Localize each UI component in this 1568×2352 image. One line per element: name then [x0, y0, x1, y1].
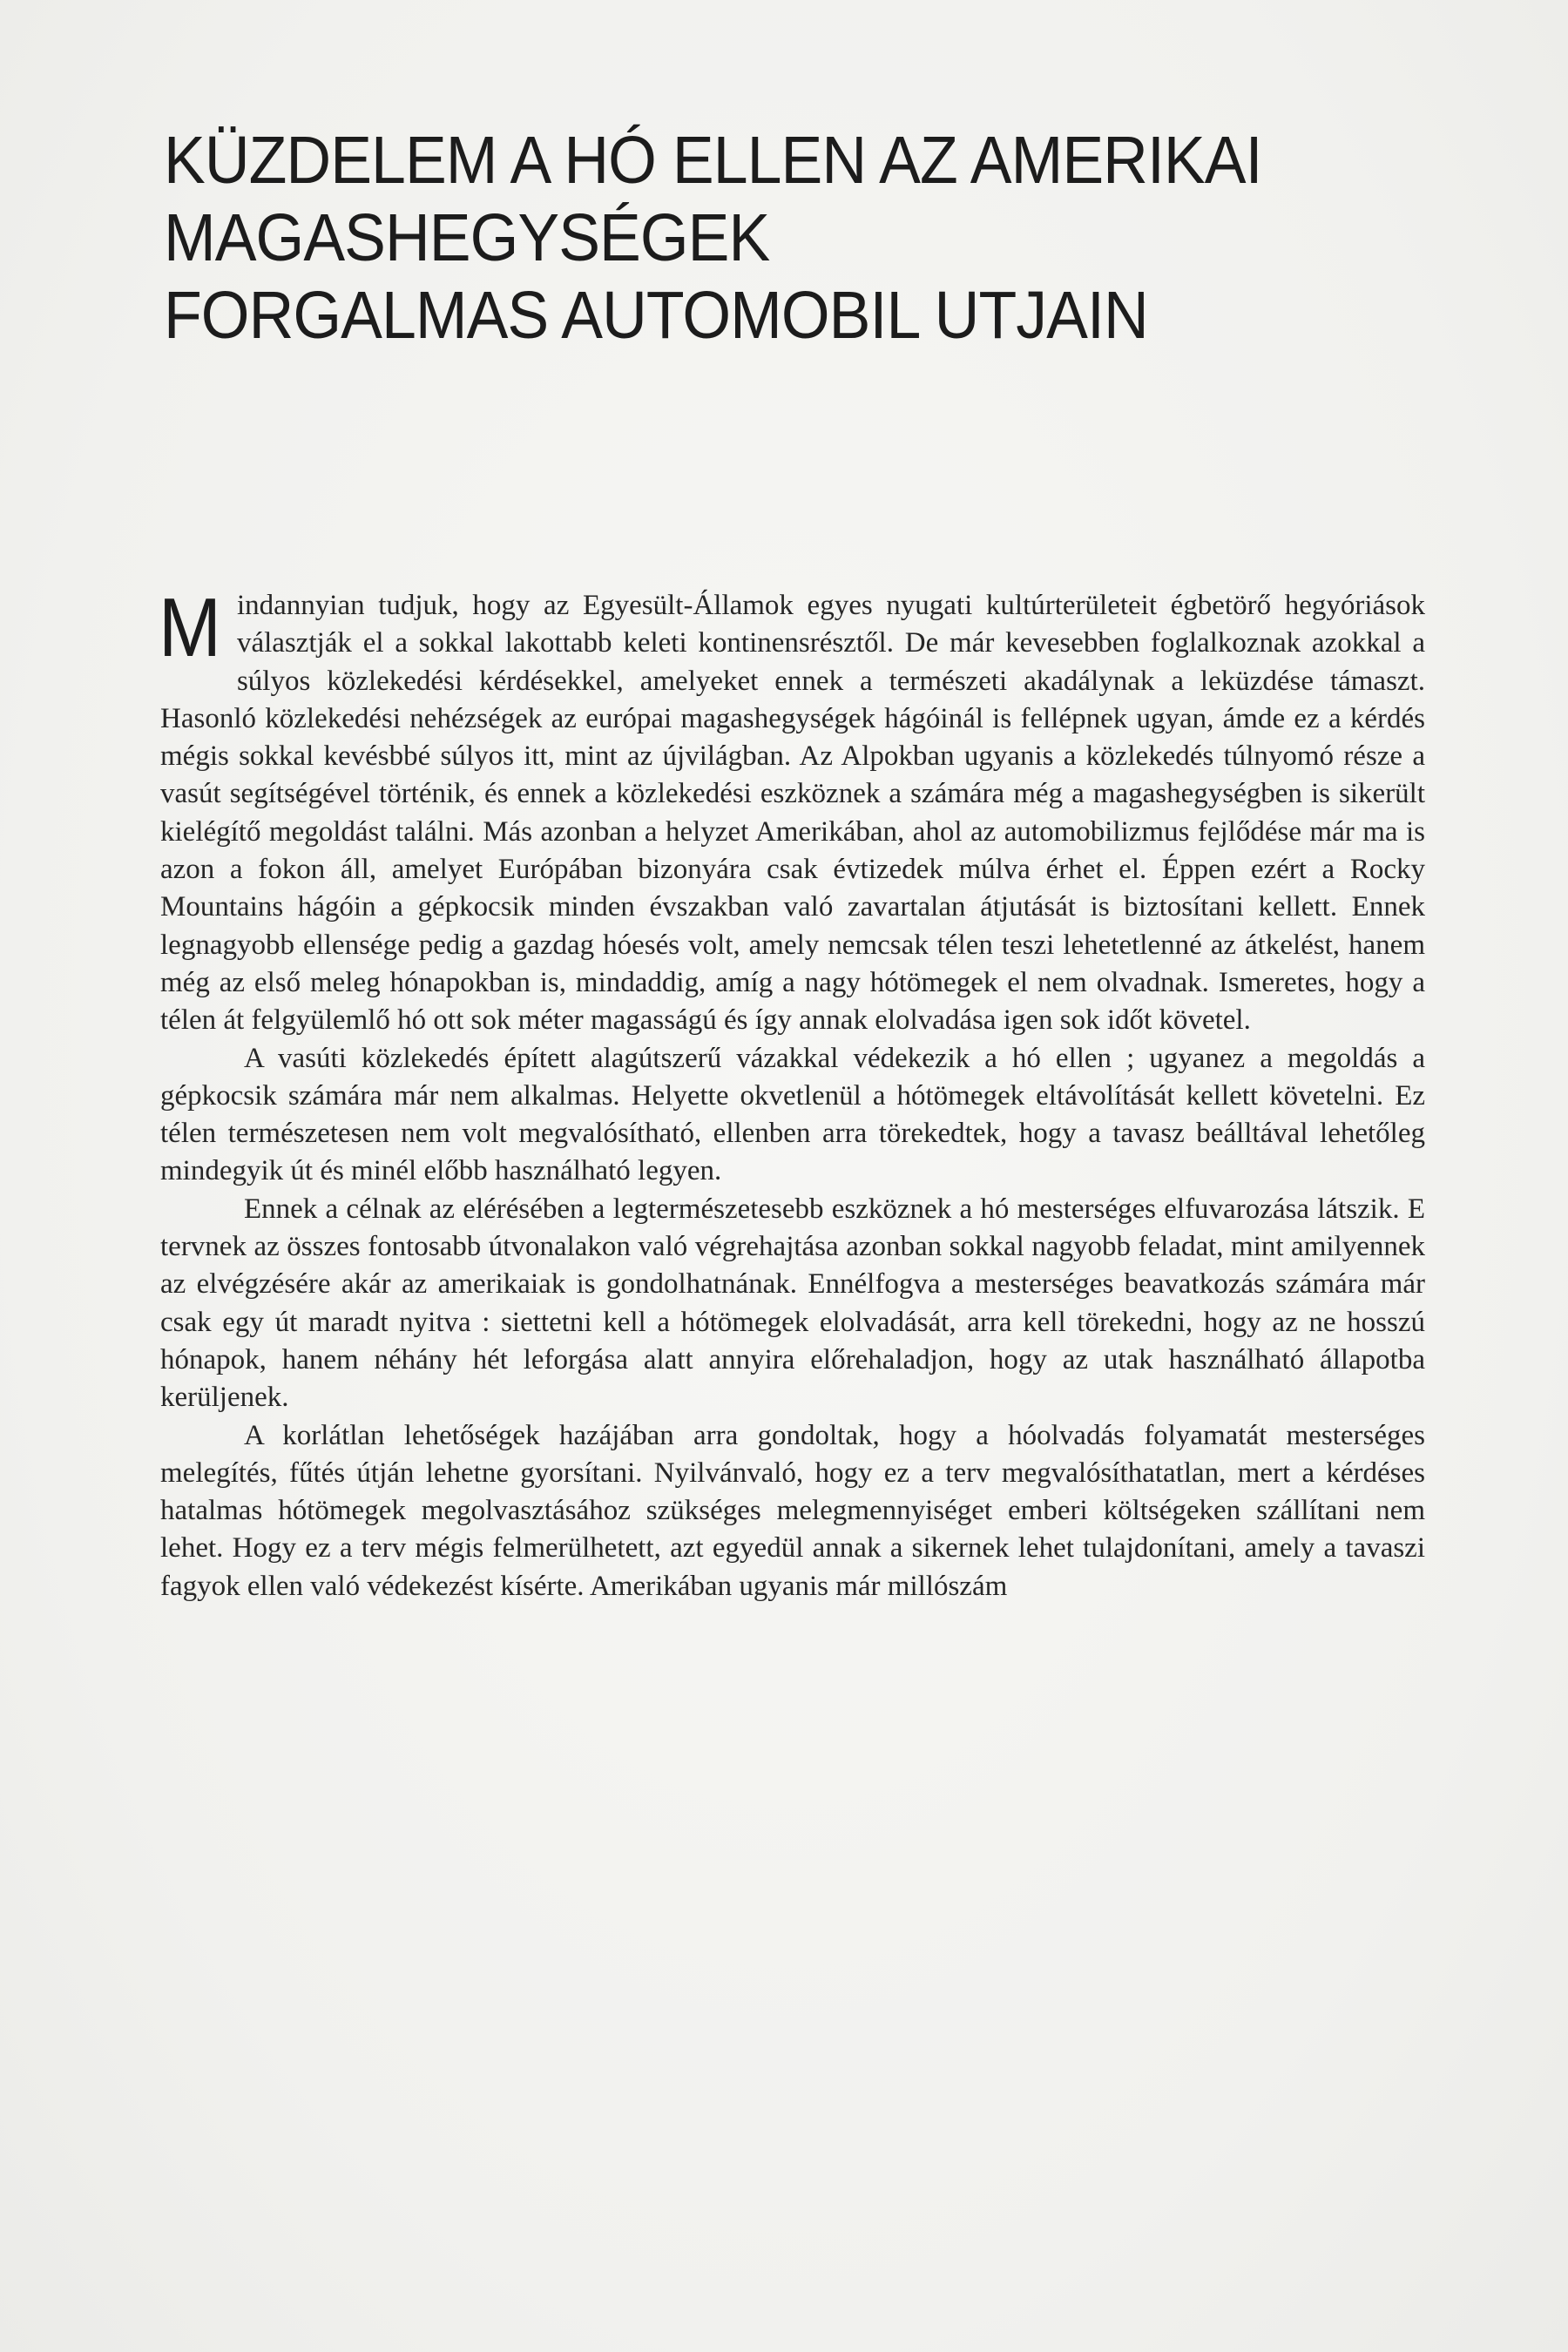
paragraph-1-text: indannyian tudjuk, hogy az Egyesült-Államok egyes nyugati kultúrterületeit égbetörő hegyóriások választják el a sokkal lakottabb keleti kontinensrésztől. De már kevesebben foglalkoznak azokkal a súlyos közlekedési kérdésekkel, amelyeket ennek a természeti akadálynak a leküzdése támaszt. Hasonló közlekedési nehézségek az európai magashegységek hágóinál is fellépnek ugyan, ámde ez a kérdés mégis sokkal kevésbbé súlyos itt, mint az újvilágban. Az Alpokban ugyanis a közlekedés túlnyomó része a vasút segítségével történik, és ennek a közlekedési eszköznek a számára még a magashegységben is sikerült kielégítő megoldást találni. Más azonban a helyzet Amerikában, ahol az automobilizmus fejlődése már ma is azon a fokon áll, amelyet Európában bizonyára csak évtizedek múlva érhet el. Éppen ezért a Rocky Mountains hágóin a gépkocsik minden évszakban való zavartalan átjutását is biztosítani kellett. Ennek legnagyobb ellensége pedig a gazdag hóesés volt, amely nemcsak télen teszi lehetetlenné az átkelést, hanem még az első meleg hónapokban is, mindaddig, amíg a nagy hótömegek el nem olvadnak. Ismeretes, hogy a télen át felgyülemlő hó ott sok méter magasságú és így annak elolvadása igen sok időt követel.: [160, 590, 1425, 1037]
paragraph-2: A vasúti közlekedés épített alagútszerű vázakkal védekezik a hó ellen ; ugyanez a megoldás a gépkocsik számára már nem alkalmas. Helyette okvetlenül a hótömegek eltávolítását kellett követelni. Ez télen természetesen nem volt megvalósítható, ellenben arra törekedtek, hogy a tavasz beálltával lehetőleg mindegyik út és minél előbb használható legyen.: [160, 1042, 1425, 1187]
title-line-1: KÜZDELEM A HÓ ELLEN AZ AMERIKAI: [164, 123, 1262, 198]
article-title: [164, 122, 1347, 355]
paragraph-3: Ennek a célnak az elérésében a legtermészetesebb eszköznek a hó mesterséges elfuvarozása látszik. E tervnek az összes fontosabb útvonalakon való végrehajtása azonban sokkal nagyobb feladat, mint amilyennek az elvégzésére akár az amerikaiak is gondolhatnának. Ennélfogva a mesterséges beavatkozás számára már csak egy út maradt nyitva : siettetni kell a hótömegek elolvadását, arra kell törekedni, hogy az ne hosszú hónapok, hanem néhány hét leforgása alatt annyira előrehaladjon, hogy az utak használható állapotba kerüljenek.: [160, 1193, 1425, 1414]
paragraph-4: A korlátlan lehetőségek hazájában arra gondoltak, hogy a hóolvadás folyamatát mesterséges melegítés, fűtés útján lehetne gyorsítani. Nyilvánvaló, hogy ez a terv megvalósíthatatlan, mert a kérdéses hatalmas hótömegek megolvasztásához szükséges melegmennyiséget emberi költségeken szállítani nem lehet. Hogy ez a terv mégis felmerülhetett, azt egyedül annak a sikernek lehet tulajdonítani, amely a tavaszi fagyok ellen való védekezést kísérte. Amerikában ugyanis már millószám: [160, 1419, 1425, 1602]
title-line-3: FORGALMAS AUTOMOBIL UTJAIN: [164, 278, 1148, 353]
drop-cap: M: [159, 581, 221, 674]
title-line-2: MAGASHEGYSÉGEK: [164, 200, 770, 275]
article-body: [159, 581, 1425, 1605]
paragraph-1: [159, 581, 1425, 1040]
